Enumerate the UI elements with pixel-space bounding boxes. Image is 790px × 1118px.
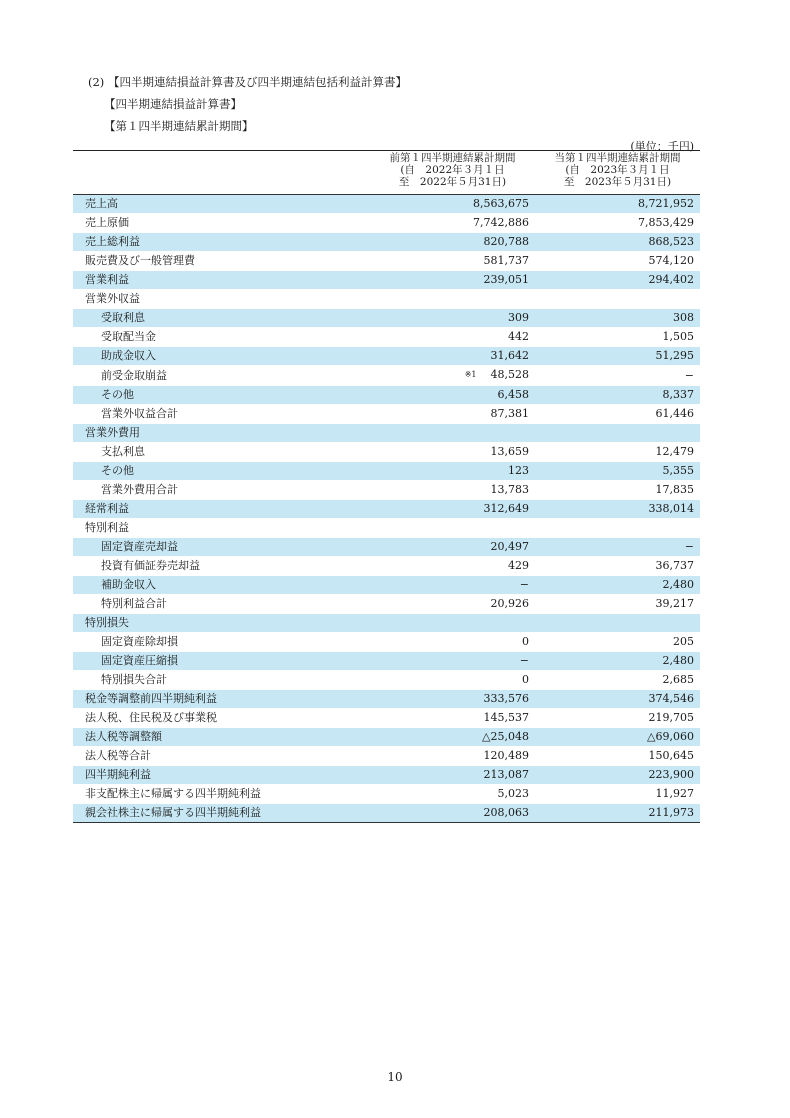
row-label: 税金等調整前四半期純利益 [73, 690, 370, 709]
curr-period-value: 374,546 [535, 690, 700, 709]
prev-period-value [370, 557, 535, 576]
row-label: 営業外費用合計 [73, 481, 370, 500]
prev-value-text: 145,537 [483, 711, 529, 724]
prev-period-value [370, 309, 535, 328]
curr-period-value: 12,479 [535, 443, 700, 462]
prev-period-value [370, 195, 535, 214]
curr-period-value [535, 614, 700, 633]
prev-period-value [370, 728, 535, 747]
curr-period-value: 5,355 [535, 462, 700, 481]
table-row [73, 614, 700, 633]
prev-value-text: 429 [508, 559, 529, 572]
curr-period-value [535, 290, 700, 309]
table-row [73, 424, 700, 443]
prev-value-text: 312,649 [483, 502, 529, 515]
table-header-row [73, 151, 700, 195]
prev-period-value [370, 214, 535, 233]
prev-period-value [370, 424, 535, 443]
prev-value-text: 333,576 [483, 692, 529, 705]
prev-period-value [370, 709, 535, 728]
income-statement-table [73, 150, 700, 823]
prev-period-value [370, 271, 535, 290]
table-row [73, 214, 700, 233]
prev-value-text: 8,563,675 [473, 197, 529, 210]
curr-period-value: 308 [535, 309, 700, 328]
prev-period-value [370, 785, 535, 804]
prev-period-value [370, 328, 535, 347]
curr-period-value: △69,060 [535, 728, 700, 747]
statement-heading: 【四半期連結損益計算書】 [104, 97, 242, 111]
prev-period-value [370, 595, 535, 614]
curr-period-value: 574,120 [535, 252, 700, 271]
curr-period-title: 当第１四半期連結累計期間 [554, 152, 681, 164]
prev-period-value [370, 576, 535, 595]
curr-period-value: 2,685 [535, 671, 700, 690]
table-row [73, 633, 700, 652]
table-row [73, 652, 700, 671]
prev-value-text: 213,087 [483, 768, 529, 781]
prev-period-value [370, 747, 535, 766]
prev-value-text: 442 [508, 330, 529, 343]
prev-value-text: 20,926 [490, 597, 529, 610]
row-label: 固定資産売却益 [73, 538, 370, 557]
row-label: 経常利益 [73, 500, 370, 519]
prev-period-value [370, 614, 535, 633]
curr-period-value: 8,337 [535, 386, 700, 405]
table-row [73, 538, 700, 557]
row-label: 受取配当金 [73, 328, 370, 347]
prev-period-value [370, 405, 535, 424]
table-row [73, 481, 700, 500]
curr-period-value: 7,853,429 [535, 214, 700, 233]
row-label: 前受金取崩益 [73, 366, 370, 386]
row-label: 売上原価 [73, 214, 370, 233]
prev-value-text: 20,497 [490, 540, 529, 553]
prev-value-text: − [519, 654, 529, 667]
table-row [73, 785, 700, 804]
row-label: 固定資産圧縮損 [73, 652, 370, 671]
curr-period-to: 至 2023年５月31日) [563, 176, 672, 188]
curr-period-value: 2,480 [535, 576, 700, 595]
curr-period-header [535, 151, 700, 195]
row-label: 四半期純利益 [73, 766, 370, 785]
table-row [73, 290, 700, 309]
row-label: 固定資産除却損 [73, 633, 370, 652]
table-row [73, 728, 700, 747]
curr-period-value: 338,014 [535, 500, 700, 519]
table-row [73, 709, 700, 728]
prev-value-text: 820,788 [483, 235, 529, 248]
curr-period-value: 868,523 [535, 233, 700, 252]
row-label: 特別利益合計 [73, 595, 370, 614]
curr-period-value: − [535, 366, 700, 386]
prev-period-value [370, 519, 535, 538]
table-row [73, 519, 700, 538]
row-label: 親会社株主に帰属する四半期純利益 [73, 804, 370, 823]
prev-period-value [370, 671, 535, 690]
prev-value-text: 239,051 [483, 273, 529, 286]
row-label: その他 [73, 462, 370, 481]
row-label: 補助金収入 [73, 576, 370, 595]
table-row [73, 766, 700, 785]
prev-value-text: 13,783 [490, 483, 529, 496]
prev-period-value [370, 290, 535, 309]
curr-period-value: − [535, 538, 700, 557]
table-row [73, 747, 700, 766]
table-row [73, 500, 700, 519]
row-label: 非支配株主に帰属する四半期純利益 [73, 785, 370, 804]
prev-value-text: − [519, 578, 529, 591]
curr-period-value: 294,402 [535, 271, 700, 290]
prev-value-text: 13,659 [490, 445, 529, 458]
row-label: 受取利息 [73, 309, 370, 328]
page-number: 10 [387, 1070, 403, 1084]
prev-period-title: 前第１四半期連結累計期間 [389, 152, 516, 164]
curr-period-value: 8,721,952 [535, 195, 700, 214]
prev-period-value [370, 804, 535, 823]
row-label: 投資有価証券売却益 [73, 557, 370, 576]
row-label: 販売費及び一般管理費 [73, 252, 370, 271]
table-row [73, 366, 700, 386]
prev-value-text: 309 [508, 311, 529, 324]
prev-value-text: 5,023 [497, 787, 529, 800]
row-label: 特別利益 [73, 519, 370, 538]
table-row [73, 309, 700, 328]
table-row [73, 328, 700, 347]
prev-value-text: 208,063 [483, 806, 529, 819]
table-row [73, 386, 700, 405]
footnote-marker: ※1 [464, 370, 477, 379]
table-row [73, 462, 700, 481]
row-label: 法人税等調整額 [73, 728, 370, 747]
period-heading: 【第１四半期連結累計期間】 [104, 119, 254, 133]
table-row [73, 671, 700, 690]
prev-period-value [370, 386, 535, 405]
prev-period-value [370, 690, 535, 709]
row-label: その他 [73, 386, 370, 405]
row-label: 助成金収入 [73, 347, 370, 366]
prev-value-text: 581,737 [483, 254, 529, 267]
curr-period-value: 51,295 [535, 347, 700, 366]
curr-period-value: 11,927 [535, 785, 700, 804]
section-heading: (2) 【四半期連結損益計算書及び四半期連結包括利益計算書】 [88, 75, 407, 89]
curr-period-value: 17,835 [535, 481, 700, 500]
row-label: 特別損失 [73, 614, 370, 633]
table-row [73, 690, 700, 709]
curr-period-value: 2,480 [535, 652, 700, 671]
row-label: 営業外費用 [73, 424, 370, 443]
unit-label: (単位：千円) [630, 140, 694, 153]
table-row [73, 405, 700, 424]
prev-value-text: 87,381 [490, 407, 529, 420]
curr-period-value: 39,217 [535, 595, 700, 614]
row-label: 営業外収益合計 [73, 405, 370, 424]
table-row [73, 271, 700, 290]
curr-period-value: 150,645 [535, 747, 700, 766]
curr-period-value: 205 [535, 633, 700, 652]
prev-value-text: 120,489 [483, 749, 529, 762]
prev-period-value [370, 366, 535, 386]
prev-value-text: 48,528 [490, 368, 529, 381]
prev-period-value [370, 481, 535, 500]
row-label: 法人税、住民税及び事業税 [73, 709, 370, 728]
prev-value-text: 123 [508, 464, 529, 477]
row-label: 営業外収益 [73, 290, 370, 309]
curr-period-value: 36,737 [535, 557, 700, 576]
curr-period-value: 219,705 [535, 709, 700, 728]
curr-period-value [535, 519, 700, 538]
prev-period-value [370, 766, 535, 785]
prev-value-text: 0 [522, 673, 529, 686]
row-label: 特別損失合計 [73, 671, 370, 690]
label-column-header [73, 151, 370, 195]
row-label: 営業利益 [73, 271, 370, 290]
curr-period-value: 223,900 [535, 766, 700, 785]
curr-period-value: 61,446 [535, 405, 700, 424]
curr-period-value: 211,973 [535, 804, 700, 823]
row-label: 法人税等合計 [73, 747, 370, 766]
table-row [73, 557, 700, 576]
prev-value-text: 31,642 [490, 349, 529, 362]
prev-period-value [370, 233, 535, 252]
prev-period-from: (自 2022年３月１日 [400, 164, 505, 176]
table-row [73, 804, 700, 823]
prev-period-value [370, 633, 535, 652]
table-row [73, 252, 700, 271]
table-row [73, 195, 700, 214]
row-label: 売上総利益 [73, 233, 370, 252]
prev-value-text: 0 [522, 635, 529, 648]
prev-value-text: 7,742,886 [473, 216, 529, 229]
prev-period-value [370, 347, 535, 366]
prev-period-value [370, 652, 535, 671]
row-label: 売上高 [73, 195, 370, 214]
table-row [73, 595, 700, 614]
prev-value-text: 6,458 [497, 388, 529, 401]
curr-period-value [535, 424, 700, 443]
table-row [73, 443, 700, 462]
table-row [73, 576, 700, 595]
prev-period-value [370, 500, 535, 519]
curr-period-value: 1,505 [535, 328, 700, 347]
prev-period-value [370, 462, 535, 481]
table-row [73, 347, 700, 366]
prev-period-header [370, 151, 535, 195]
row-label: 支払利息 [73, 443, 370, 462]
prev-period-value [370, 443, 535, 462]
prev-period-value [370, 252, 535, 271]
prev-period-to: 至 2022年５月31日) [398, 176, 507, 188]
table-row [73, 233, 700, 252]
prev-period-value [370, 538, 535, 557]
curr-period-from: (自 2023年３月１日 [565, 164, 670, 176]
prev-value-text: △25,048 [482, 730, 529, 743]
